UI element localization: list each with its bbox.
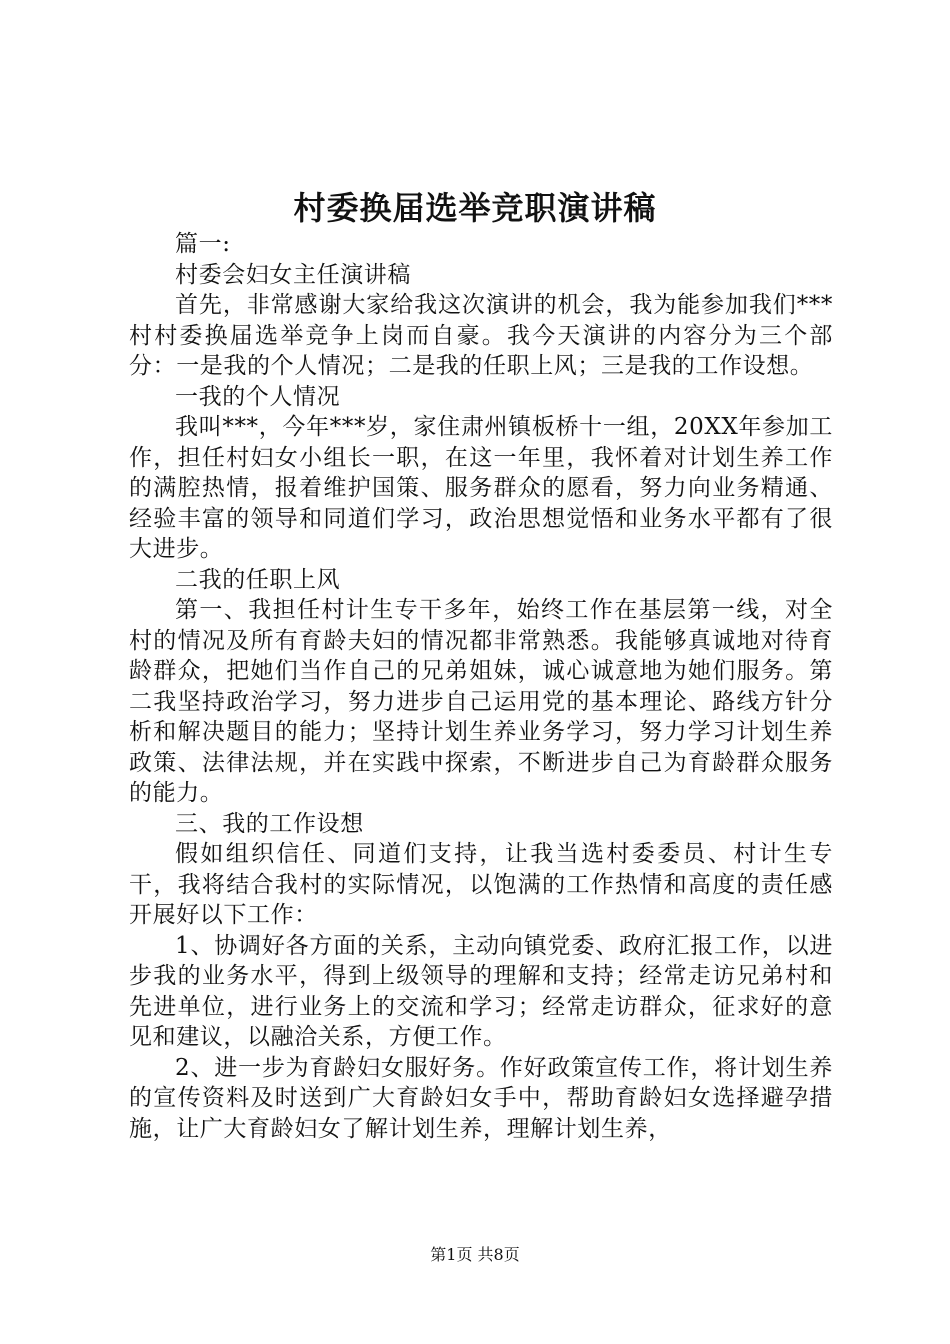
section-heading: 一我的个人情况 <box>175 383 341 410</box>
paragraph: 2、进一步为育龄妇女服好务。作好政策宣传工作，将计划生养的宣传资料及时送到广大育龄妇女手中，帮助育龄妇女选择避孕措施，让广大育龄妇女了解计划生养，理解计划生养， <box>129 1054 833 1142</box>
section-heading: 三、我的工作设想 <box>175 810 364 837</box>
document-title: 村委换届选举竞职演讲稿 <box>293 189 657 227</box>
paragraph: 假如组织信任、同道们支持，让我当选村委委员、村计生专干，我将结合我村的实际情况，以饱满的工作热情和高度的责任感开展好以下工作： <box>129 841 833 928</box>
document-body <box>129 229 833 1144</box>
paragraph: 村委会妇女主任演讲稿 <box>175 261 411 288</box>
paragraph: 1、协调好各方面的关系，主动向镇党委、政府汇报工作，以进步我的业务水平，得到上级领导的理解和支持；经常走访兄弟村和先进单位，进行业务上的交流和学习；经常走访群众，征求好的意见和建议，以融洽关系，方便工作。 <box>129 932 833 1050</box>
paragraph: 我叫***，今年***岁，家住肃州镇板桥十一组，20XX年参加工作，担任村妇女小组长一职，在这一年里，我怀着对计划生养工作的满腔热情，报着维护国策、服务群众的愿看，努力向业务精通、经验丰富的领导和同道们学习，政治思想觉悟和业务水平都有了很大进步。 <box>129 414 833 562</box>
section-heading: 二我的任职上风 <box>175 566 341 593</box>
paragraph: 第一、我担任村计生专干多年，始终工作在基层第一线，对全村的情况及所有育龄夫妇的情况都非常熟悉。我能够真诚地对待育龄群众，把她们当作自己的兄弟姐妹，诚心诚意地为她们服务。第二我坚持政治学习，努力进步自己运用党的基本理论、路线方针分析和解决题目的能力；坚持计划生养业务学习，努力学习计划生养政策、法律法规，并在实践中探索，不断进步自己为育龄群众服务的能力。 <box>129 597 833 806</box>
paragraph: 篇一: <box>175 231 231 257</box>
paragraph: 首先，非常感谢大家给我这次演讲的机会，我为能参加我们***村村委换届选举竞争上岗而自豪。我今天演讲的内容分为三个部分：一是我的个人情况；二是我的任职上风；三是我的工作设想。 <box>129 292 833 379</box>
page-number: 第1页 共8页 <box>430 1245 520 1264</box>
